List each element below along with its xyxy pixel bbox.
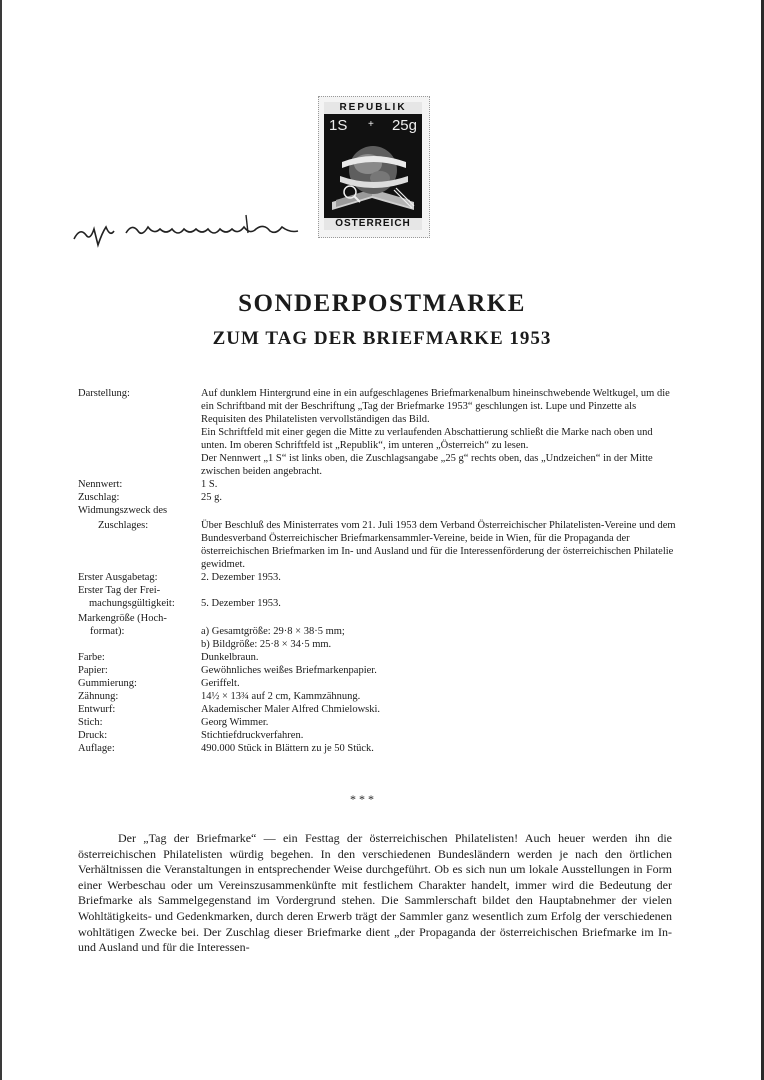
page-title: SONDERPOSTMARKE (238, 290, 526, 317)
detail-value: Geriffelt. (201, 678, 240, 689)
detail-value: 1 S. (201, 479, 218, 490)
page-subtitle: ZUM TAG DER BRIEFMARKE 1953 (212, 328, 552, 349)
detail-erster-tag-label-row (78, 584, 678, 597)
handwritten-signature (70, 205, 310, 255)
detail-label: Erster Tag der Frei- (78, 585, 161, 596)
detail-label: Widmungszweck des (78, 505, 168, 516)
detail-farbe (78, 651, 678, 664)
stamp-value-right: 25g (391, 117, 417, 134)
detail-value: Gewöhnliches weißes Briefmarkenpapier. (201, 665, 377, 676)
body-text: Der „Tag der Briefmarke“ — ein Festtag der österreichischen Philatelisten! Auch heuer werden ihn die österreichischen Philatelisten würdig begehen. In den verschiedenen Bundesländern werden je nach den örtlichen Verhältnissen die Veranstaltungen in entsprechender Weise durchgeführt. Ob es sich nun um lokale Ausstellungen in Form einer Werbeschau oder um Vereinszusammenkünfte mit festlichem Charakter handelt, immer wird die Bedeutung der Briefmarke als Sammelgegenstand im Vordergrund stehen. Die Sammlerschaft bildet den Hauptabnehmer der vielen Wohltätigkeits- und Gedenkmarken, durch deren Erwerb trägt der Sammler ganz wesentlich zum Erfolg der verschiedenen wohltätigen Zwecke bei. Der Zuschlag dieser Briefmarke dient „der Propaganda der österreichischen Briefmarke im In- und Ausland und für die Interessen- (78, 831, 672, 955)
detail-value: Dunkelbraun. (201, 652, 259, 663)
detail-value: 14½ × 13¾ auf 2 cm, Kammzähnung. (201, 691, 361, 702)
detail-value: 25 g. (201, 492, 222, 503)
detail-label: Nennwert: (78, 479, 123, 490)
detail-darstellung (78, 387, 678, 426)
detail-label: Zuschlages: (98, 520, 149, 531)
detail-value: a) Gesamtgröße: 29·8 × 38·5 mm; (201, 626, 345, 637)
detail-markengroesse-label-row (78, 612, 678, 625)
detail-value: Der Nennwert „1 S“ ist links oben, die Zuschlagsangabe „25 g“ rechts oben, das „Undzeichen“ in der Mitte zwischen beiden angebracht. (201, 453, 653, 477)
detail-label: Farbe: (78, 652, 105, 663)
detail-nennwert-description (78, 452, 678, 478)
stamp-design (324, 102, 422, 230)
detail-druck (78, 729, 678, 742)
detail-value: Georg Wimmer. (201, 717, 269, 728)
detail-label: Papier: (78, 665, 108, 676)
detail-gummierung (78, 677, 678, 690)
detail-label: Darstellung: (78, 388, 130, 399)
detail-value: Ein Schriftfeld mit einer gegen die Mitte zu verlaufenden Abschattierung schließt die Marke nach oben und unten. Im oberen Schriftfeld ist „Republik“, im unteren „Österreich“ zu lesen. (201, 427, 653, 451)
detail-value: Stichtiefdruckverfahren. (201, 730, 304, 741)
detail-label: Druck: (78, 730, 108, 741)
detail-label: Erster Ausgabetag: (78, 572, 158, 583)
detail-bildgroesse (78, 638, 678, 651)
detail-auflage (78, 742, 678, 755)
detail-value: Über Beschluß des Ministerrates vom 21. Juli 1953 dem Verband Österreichischer Philatelisten-Vereine und dem Bundesverband Österreichischer Briefmarkensammler-Vereine, beide in Wien, für die Propaganda der österreichischen Briefmarken im In- und Ausland und für die Interessenförderung der österreichischen Philatelie gewidmet. (201, 520, 676, 570)
section-divider-stars: * * * (350, 792, 374, 806)
stamp-image (318, 96, 430, 238)
detail-label: Auflage: (78, 743, 115, 754)
detail-label: Entwurf: (78, 704, 116, 715)
detail-value: 5. Dezember 1953. (201, 598, 281, 609)
detail-value: 2. Dezember 1953. (201, 572, 281, 583)
detail-entwurf (78, 703, 678, 716)
detail-gesamtgroesse (78, 625, 678, 638)
detail-value: Auf dunklem Hintergrund eine in ein aufgeschlagenes Briefmarkenalbum hineinschwebende Weltkugel, um die ein Schriftband mit der Beschriftung „Tag der Briefmarke 1953“ geschlungen ist. Lupe und Pinzette als Requisiten des Philatelisten vervollständigen das Bild. (201, 388, 670, 425)
detail-erster-tag (78, 597, 678, 610)
detail-label: Stich: (78, 717, 103, 728)
detail-erster-ausgabetag (78, 571, 678, 584)
detail-label: Zähnung: (78, 691, 119, 702)
detail-widmung (78, 519, 678, 571)
detail-value: 490.000 Stück in Blättern zu je 50 Stück. (201, 743, 374, 754)
detail-label: Gummierung: (78, 678, 137, 689)
detail-papier (78, 664, 678, 677)
detail-label: machungsgültigkeit: (89, 598, 175, 609)
detail-widmung-label-row (78, 504, 678, 517)
page-edge-left (0, 0, 2, 1080)
detail-label: format): (90, 626, 125, 637)
stamp-top-text: REPUBLIK (324, 102, 422, 114)
detail-value: b) Bildgröße: 25·8 × 34·5 mm. (201, 639, 332, 650)
stamp-details (78, 387, 678, 755)
detail-zaehnung (78, 690, 678, 703)
detail-value: Akademischer Maler Alfred Chmielowski. (201, 704, 381, 715)
detail-zuschlag (78, 491, 678, 504)
stamp-value-plus: + (368, 119, 374, 130)
detail-nennwert (78, 478, 678, 491)
globe-album-illustration (328, 132, 418, 216)
detail-label: Zuschlag: (78, 492, 120, 503)
detail-schriftfeld (78, 426, 678, 452)
body-paragraph (78, 831, 672, 956)
stamp-value-left: 1S (329, 117, 348, 134)
stamp-bottom-text: ÖSTERREICH (324, 218, 422, 230)
detail-label: Markengröße (Hoch- (78, 613, 167, 624)
detail-stich (78, 716, 678, 729)
